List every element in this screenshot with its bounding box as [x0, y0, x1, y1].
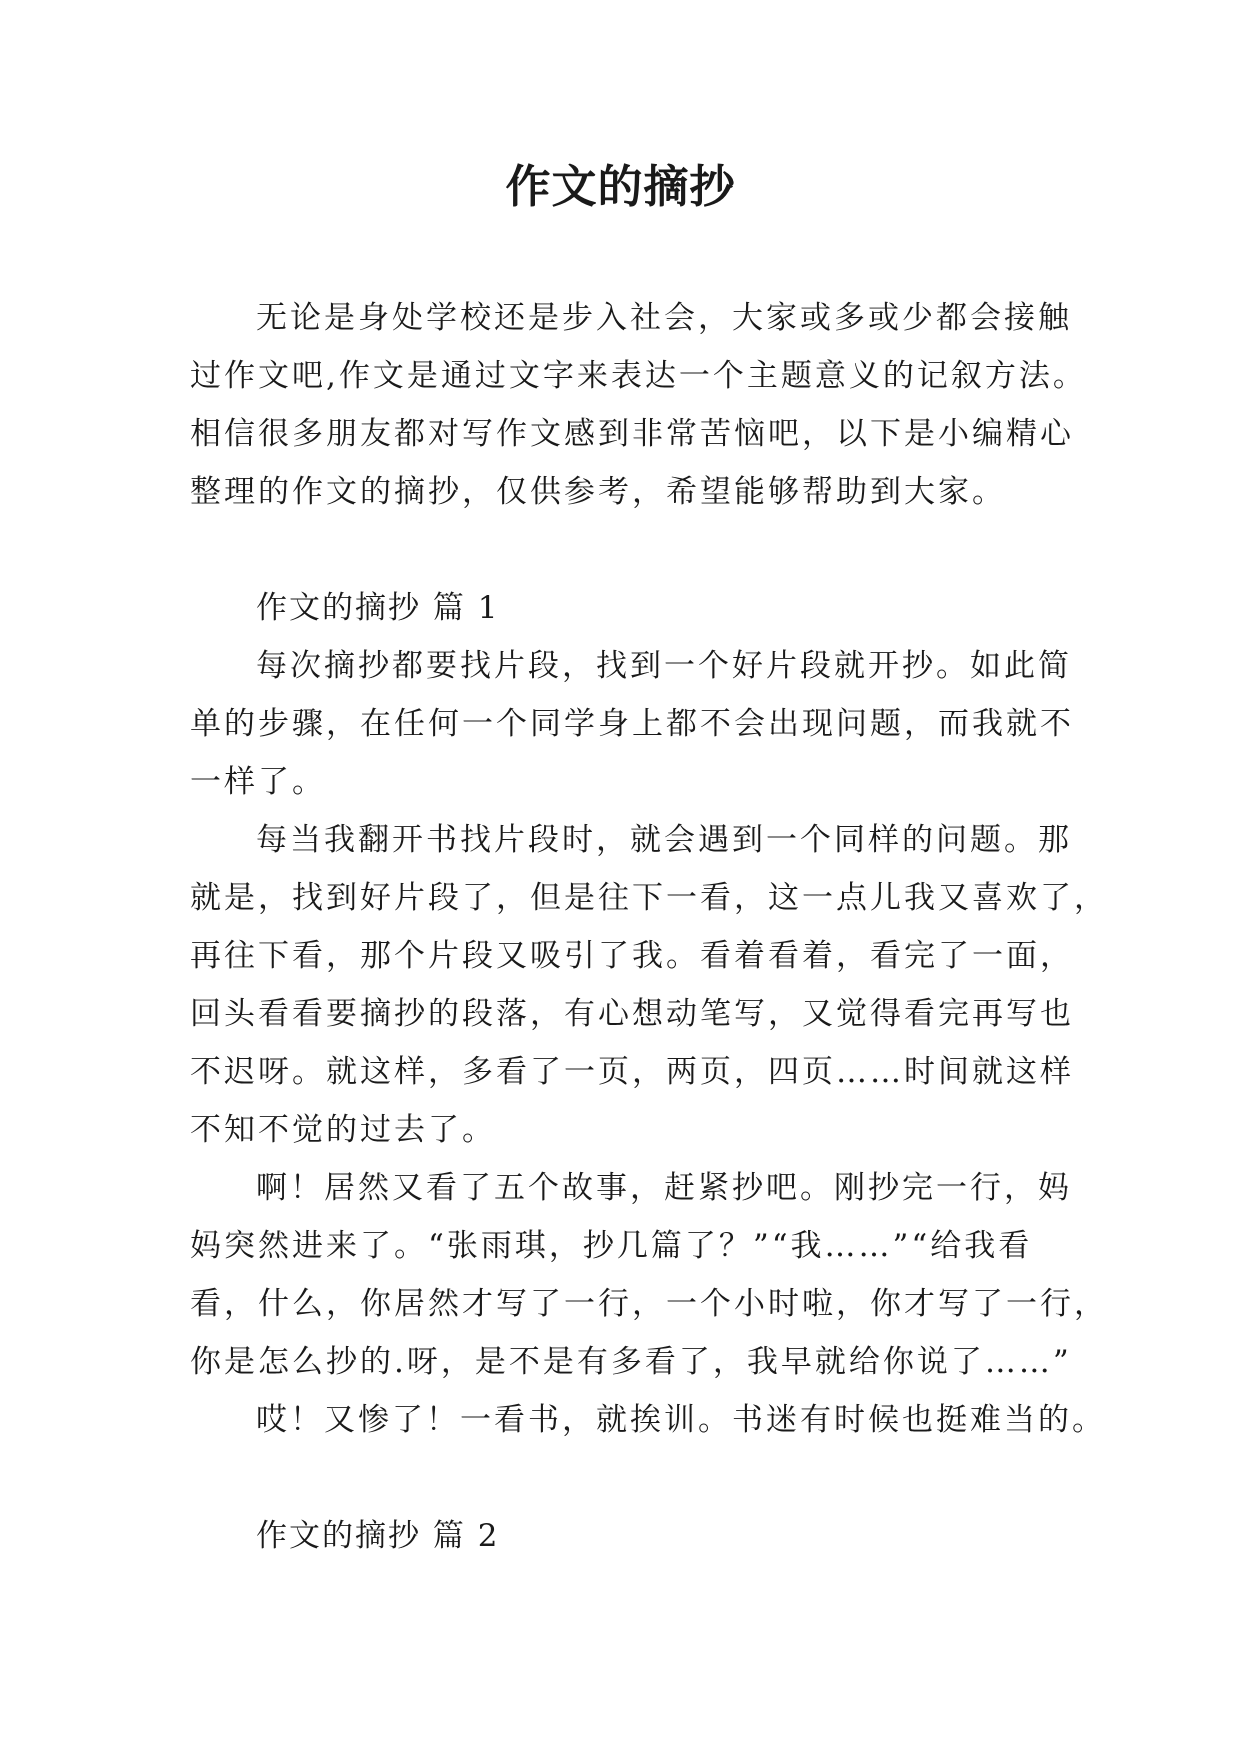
paragraph-line: 每次摘抄都要找片段，找到一个好片段就开抄。如此简: [256, 648, 1072, 684]
paragraph-line: 妈突然进来了。“张雨琪，抄几篇了？”“我……”“给我看: [190, 1228, 1033, 1264]
section-heading-1: 作文的摘抄 篇 1: [256, 590, 500, 626]
document-title: 作文的摘抄: [505, 160, 736, 213]
intro-line: 相信很多朋友都对写作文感到非常苦恼吧，以下是小编精心: [190, 416, 1074, 452]
section-heading-2: 作文的摘抄 篇 2: [256, 1518, 500, 1554]
paragraph-line: 回头看看要摘抄的段落，有心想动笔写，又觉得看完再写也: [190, 996, 1074, 1032]
paragraph-line: 哎！又惨了！一看书，就挨训。书迷有时候也挺难当的。: [256, 1402, 1106, 1438]
intro-line: 过作文吧,作文是通过文字来表达一个主题意义的记叙方法。: [190, 358, 1087, 394]
intro-line: 整理的作文的摘抄，仅供参考，希望能够帮助到大家。: [190, 474, 1006, 510]
intro-line: 无论是身处学校还是步入社会，大家或多或少都会接触: [256, 300, 1072, 336]
paragraph-line: 啊！居然又看了五个故事，赶紧抄吧。刚抄完一行，妈: [256, 1170, 1072, 1206]
paragraph-line: 看，什么，你居然才写了一行，一个小时啦，你才写了一行，: [190, 1286, 1108, 1322]
paragraph-line: 不知不觉的过去了。: [190, 1112, 496, 1148]
paragraph-line: 就是，找到好片段了，但是往下一看，这一点儿我又喜欢了，: [190, 880, 1108, 916]
paragraph-line: 一样了。: [190, 764, 326, 800]
paragraph-line: 不迟呀。就这样，多看了一页，两页，四页……时间就这样: [190, 1054, 1074, 1090]
paragraph-line: 每当我翻开书找片段时，就会遇到一个同样的问题。那: [256, 822, 1072, 858]
paragraph-line: 你是怎么抄的.呀，是不是有多看了，我早就给你说了……”: [190, 1344, 1072, 1380]
paragraph-line: 单的步骤，在任何一个同学身上都不会出现问题，而我就不: [190, 706, 1074, 742]
paragraph-line: 再往下看，那个片段又吸引了我。看着看着，看完了一面，: [190, 938, 1074, 974]
